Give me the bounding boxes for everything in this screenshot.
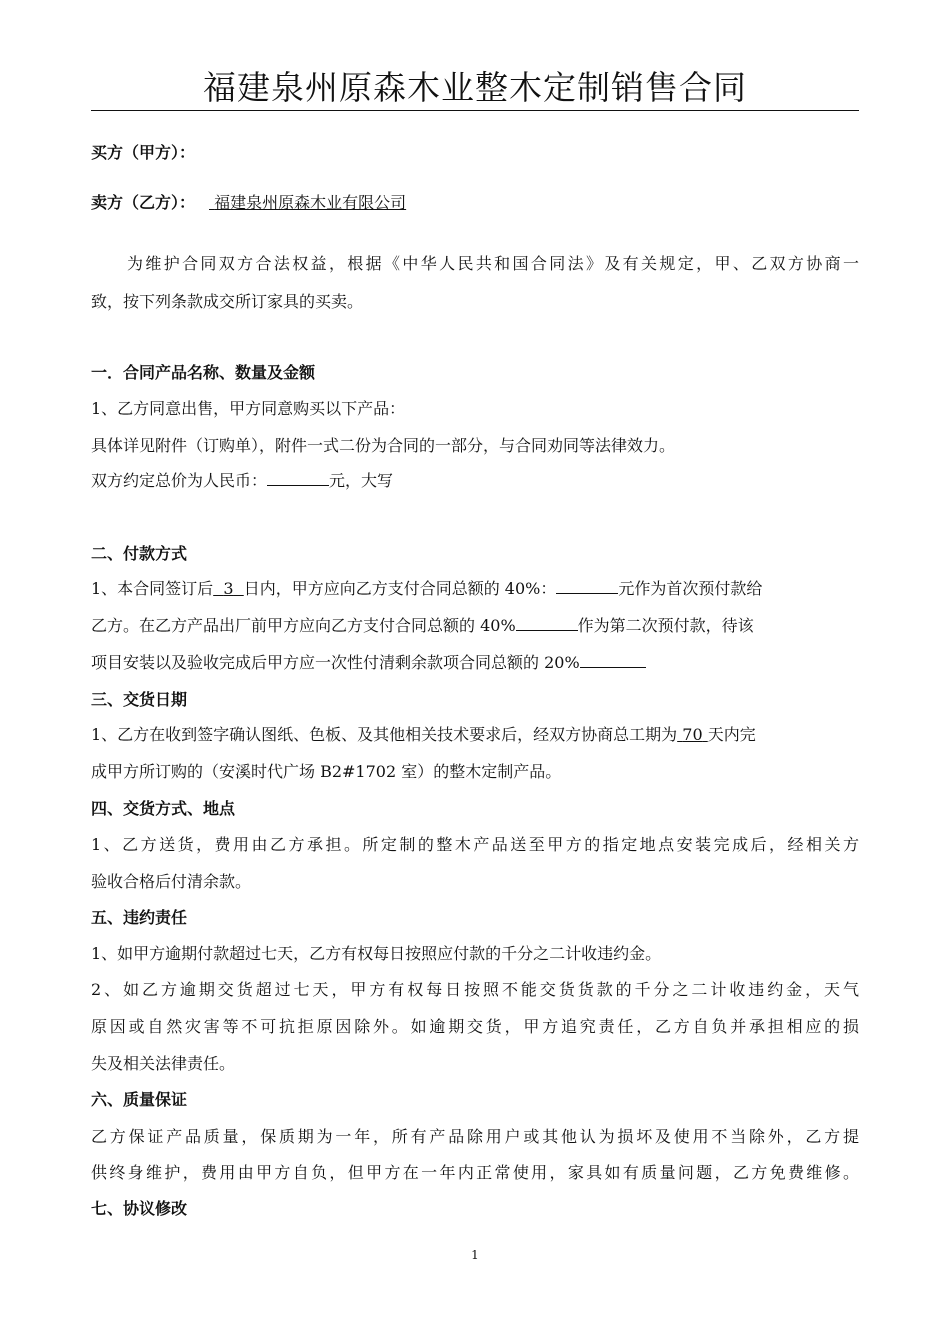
payment-text-a: 1、本合同签订后: [91, 579, 214, 598]
seller-name: 福建泉州原森木业有限公司: [214, 193, 407, 212]
intro-line-2: 致，按下列条款成交所订家具的买卖。: [91, 292, 364, 311]
section-1-line-3: [91, 468, 859, 491]
section-4-heading: 四、交货方式、地点: [91, 799, 236, 818]
section-5-line-2: 2、如乙方逾期交货超过七天，甲方有权每日按照不能交货货款的千分之二计收违约金，天气: [91, 980, 859, 999]
section-5-line-4: 失及相关法律责任。: [91, 1054, 236, 1073]
section-5-line-1: 1、如甲方逾期付款超过七天，乙方有权每日按照应付款的千分之二计收违约金。: [91, 944, 662, 963]
section-6-line-1: 乙方保证产品质量，保质期为一年，所有产品除用户或其他认为损坏及使用不当除外，乙方提: [91, 1127, 859, 1146]
total-price-label: 双方约定总价为人民币：: [91, 471, 268, 490]
section-6-line-2: 供终身维护，费用由甲方自负，但甲方在一年内正常使用，家具如有质量问题，乙方免费维修。: [91, 1163, 859, 1182]
total-price-suffix: 元，大写: [329, 471, 394, 490]
payment-text-d: 乙方。在乙方产品出厂前甲方应向乙方支付合同总额的 40%: [91, 616, 516, 635]
second-payment-blank: [516, 616, 578, 631]
section-4-line-1: 1、乙方送货，费用由乙方承担。所定制的整木产品送至甲方的指定地点安装完成后，经相关方: [91, 835, 859, 854]
section-1-heading: 一．合同产品名称、数量及金额: [91, 363, 316, 382]
section-3-line-2: 成甲方所订购的（安溪时代广场 B2#1702 室）的整木定制产品。: [91, 762, 562, 781]
delivery-text-b: 天内完: [707, 725, 756, 744]
section-5-line-3: 原因或自然灾害等不可抗拒原因除外。如逾期交货，甲方追究责任，乙方自负并承担相应的损: [91, 1017, 859, 1036]
section-1-line-2: 具体详见附件（订购单），附件一式二份为合同的一部分，与合同劝同等法律效力。: [91, 436, 676, 455]
section-1-line-1: 1、乙方同意出售，甲方同意购买以下产品：: [91, 399, 406, 418]
section-5-heading: 五、违约责任: [91, 908, 188, 927]
section-3-heading: 三、交货日期: [91, 690, 188, 709]
page-number: 1: [471, 1248, 479, 1262]
total-price-blank: [267, 471, 329, 486]
first-payment-blank: [556, 579, 618, 594]
payment-text-b: 日内，甲方应向乙方支付合同总额的 40%：: [243, 579, 557, 598]
payment-text-f: 项目安装以及验收完成后甲方应一次性付清剩余款项合同总额的 20%: [91, 653, 580, 672]
delivery-days: 70: [682, 725, 703, 744]
payment-days: 3: [223, 579, 234, 598]
section-4-line-2: 验收合格后付清余款。: [91, 872, 252, 891]
section-2-line-2: [91, 613, 859, 636]
seller-label: 卖方（乙方）：: [91, 193, 196, 212]
contract-title: 福建泉州原森木业整木定制销售合同: [91, 66, 859, 111]
final-payment-blank: [580, 653, 646, 668]
section-3-line-1: [91, 722, 859, 745]
section-7-heading: 七、协议修改: [91, 1199, 188, 1218]
section-6-heading: 六、质量保证: [91, 1090, 188, 1109]
delivery-text-a: 1、乙方在收到签字确认图纸、色板、及其他相关技术要求后，经双方协商总工期为: [91, 725, 678, 744]
payment-text-e: 作为第二次预付款，待该: [577, 616, 754, 635]
intro-line-1: 为维护合同双方合法权益，根据《中华人民共和国合同法》及有关规定，甲、乙双方协商一: [127, 254, 859, 273]
buyer-label: 买方（甲方）：: [91, 143, 196, 162]
section-2-line-1: [91, 576, 859, 599]
section-2-line-3: [91, 650, 859, 673]
payment-text-c: 元作为首次预付款给: [618, 579, 763, 598]
section-2-heading: 二、付款方式: [91, 544, 188, 563]
seller-row: [91, 190, 859, 213]
